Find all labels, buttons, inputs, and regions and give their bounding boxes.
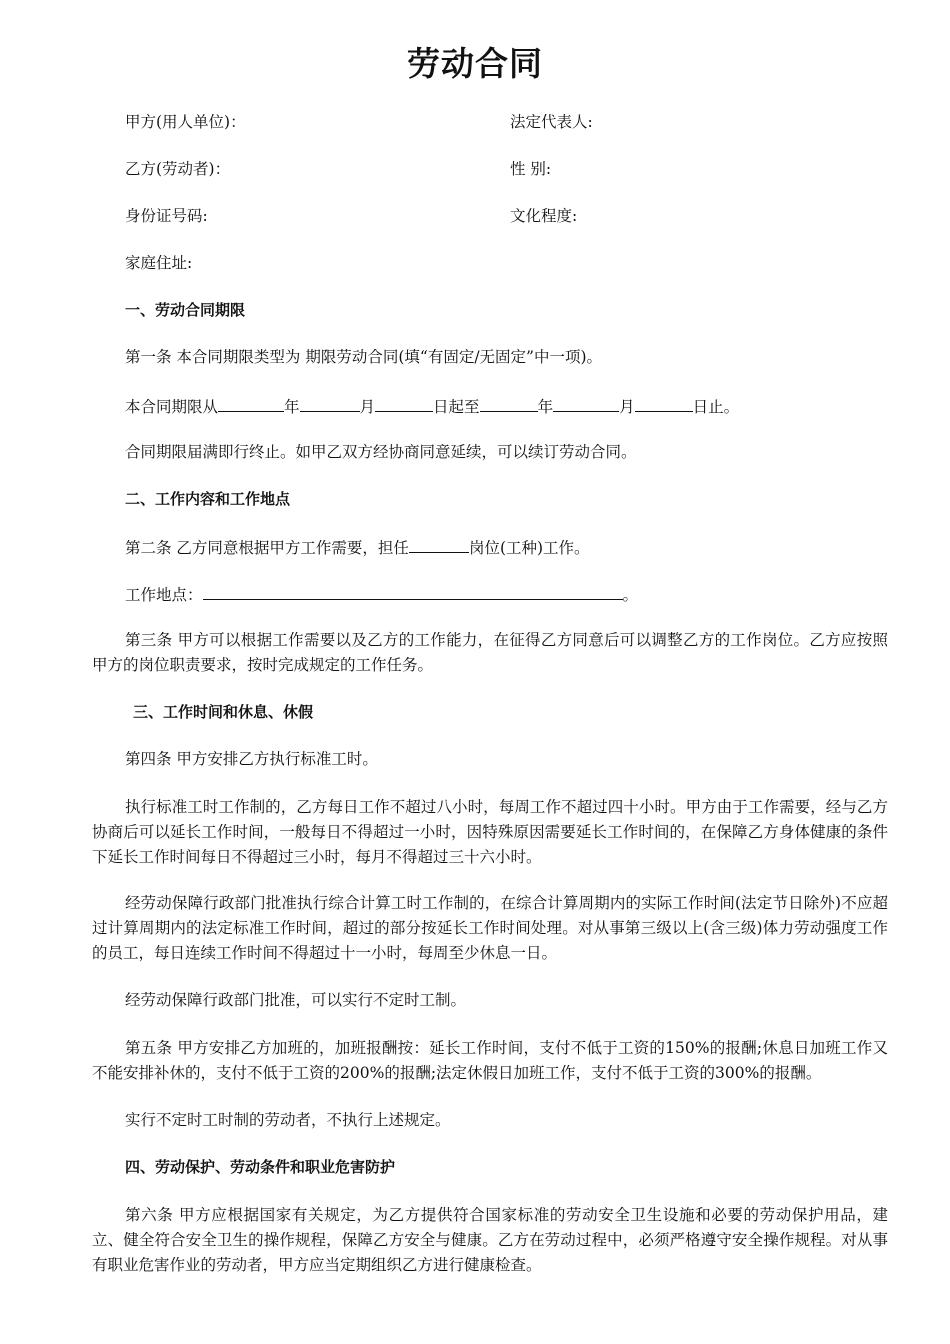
position-blank — [409, 534, 469, 553]
article-2-suffix: 岗位(工种)工作。 — [468, 539, 590, 557]
article-2 — [125, 534, 590, 561]
workplace-blank — [203, 581, 623, 600]
article-2-prefix: 第二条 乙方同意根据甲方工作需要，担任 — [125, 539, 409, 557]
term-month-1: 月 — [359, 398, 376, 416]
article-4: 第四条 甲方安排乙方执行标准工时。 — [125, 750, 378, 768]
party-a-label: 甲方(用人单位)： — [125, 113, 246, 131]
document-title: 劳动合同 — [407, 44, 543, 83]
section-heading-work: 二、工作内容和工作地点 — [125, 490, 291, 508]
term-prefix: 本合同期限从 — [125, 398, 219, 416]
end-day-blank — [635, 393, 693, 412]
id-number-label: 身份证号码: — [125, 207, 208, 225]
term-month-2: 月 — [619, 398, 635, 416]
education-label: 文化程度: — [510, 207, 578, 225]
start-year-blank — [218, 393, 284, 412]
article-1: 第一条 本合同期限类型为 期限劳动合同(填“有固定/无固定”中一项)。 — [125, 348, 603, 366]
party-b-label: 乙方(劳动者)： — [125, 160, 231, 178]
section-heading-term: 一、劳动合同期限 — [125, 301, 246, 319]
workplace-end: 。 — [622, 586, 639, 604]
article-5-note: 实行不定时工时制的劳动者，不执行上述规定。 — [125, 1111, 451, 1129]
article-3: 第三条 甲方可以根据工作需要以及乙方的工作能力，在征得乙方同意后可以调整乙方的工作岗位。乙方应按照甲方的岗位职责要求，按时完成规定的工作任务。 — [92, 631, 888, 674]
standard-hours-paragraph: 执行标准工时工作制的，乙方每日工作不超过八小时，每周工作不超过四十小时。甲方由于工作需要，经与乙方协商后可以延长工作时间，一般每日不得超过一小时，因特殊原因需要延长工作时间的，在保障乙方身体健康的条件下延长工作时间每日不得超过三小时，每月不得超过三十六小时。 — [92, 798, 888, 866]
term-end: 日止。 — [692, 398, 740, 416]
end-month-blank — [553, 393, 619, 412]
start-month-blank — [300, 393, 360, 412]
section-heading-hours: 三、工作时间和休息、休假 — [133, 703, 314, 721]
term-start: 日起至 — [433, 398, 480, 416]
term-year-2: 年 — [537, 398, 554, 416]
comprehensive-hours-paragraph: 经劳动保障行政部门批准执行综合计算工时工作制的，在综合计算周期内的实际工作时间(法定节日除外)不应超过计算周期内的法定标准工作时间，超过的部分按延长工作时间处理。对从事第三级以上(含三级)体力劳动强度工作的员工，每日连续工作时间不得超过十一小时，每周至少休息一日。 — [92, 894, 888, 962]
gender-label: 性 别: — [510, 160, 552, 178]
workplace-label: 工作地点： — [125, 586, 203, 604]
flexible-hours-paragraph: 经劳动保障行政部门批准，可以实行不定时工制。 — [125, 991, 467, 1009]
legal-rep-label: 法定代表人: — [510, 113, 593, 131]
address-label: 家庭住址: — [125, 254, 193, 272]
term-note: 合同期限届满即行终止。如甲乙双方经协商同意延续，可以续订劳动合同。 — [125, 443, 637, 461]
article-5: 第五条 甲方安排乙方加班的，加班报酬按：延长工作时间，支付不低于工资的150%的报酬;休息日加班工作又不能安排补休的，支付不低于工资的200%的报酬;法定休假日加班工作，支付不低于工资的300%的报酬。 — [92, 1039, 888, 1082]
term-year-1: 年 — [284, 398, 300, 416]
article-6: 第六条 甲方应根据国家有关规定，为乙方提供符合国家标准的劳动安全卫生设施和必要的劳动保护用品，建立、健全符合安全卫生的操作规程，保障乙方安全与健康。乙方在劳动过程中，必须严格遵守安全操作规程。对从事有职业危害作业的劳动者，甲方应当定期组织乙方进行健康检查。 — [92, 1206, 888, 1274]
start-day-blank — [375, 393, 433, 412]
contract-term-line — [125, 393, 739, 420]
section-heading-protection: 四、劳动保护、劳动条件和职业危害防护 — [125, 1158, 396, 1176]
end-year-blank — [480, 393, 538, 412]
workplace-line — [125, 581, 638, 608]
